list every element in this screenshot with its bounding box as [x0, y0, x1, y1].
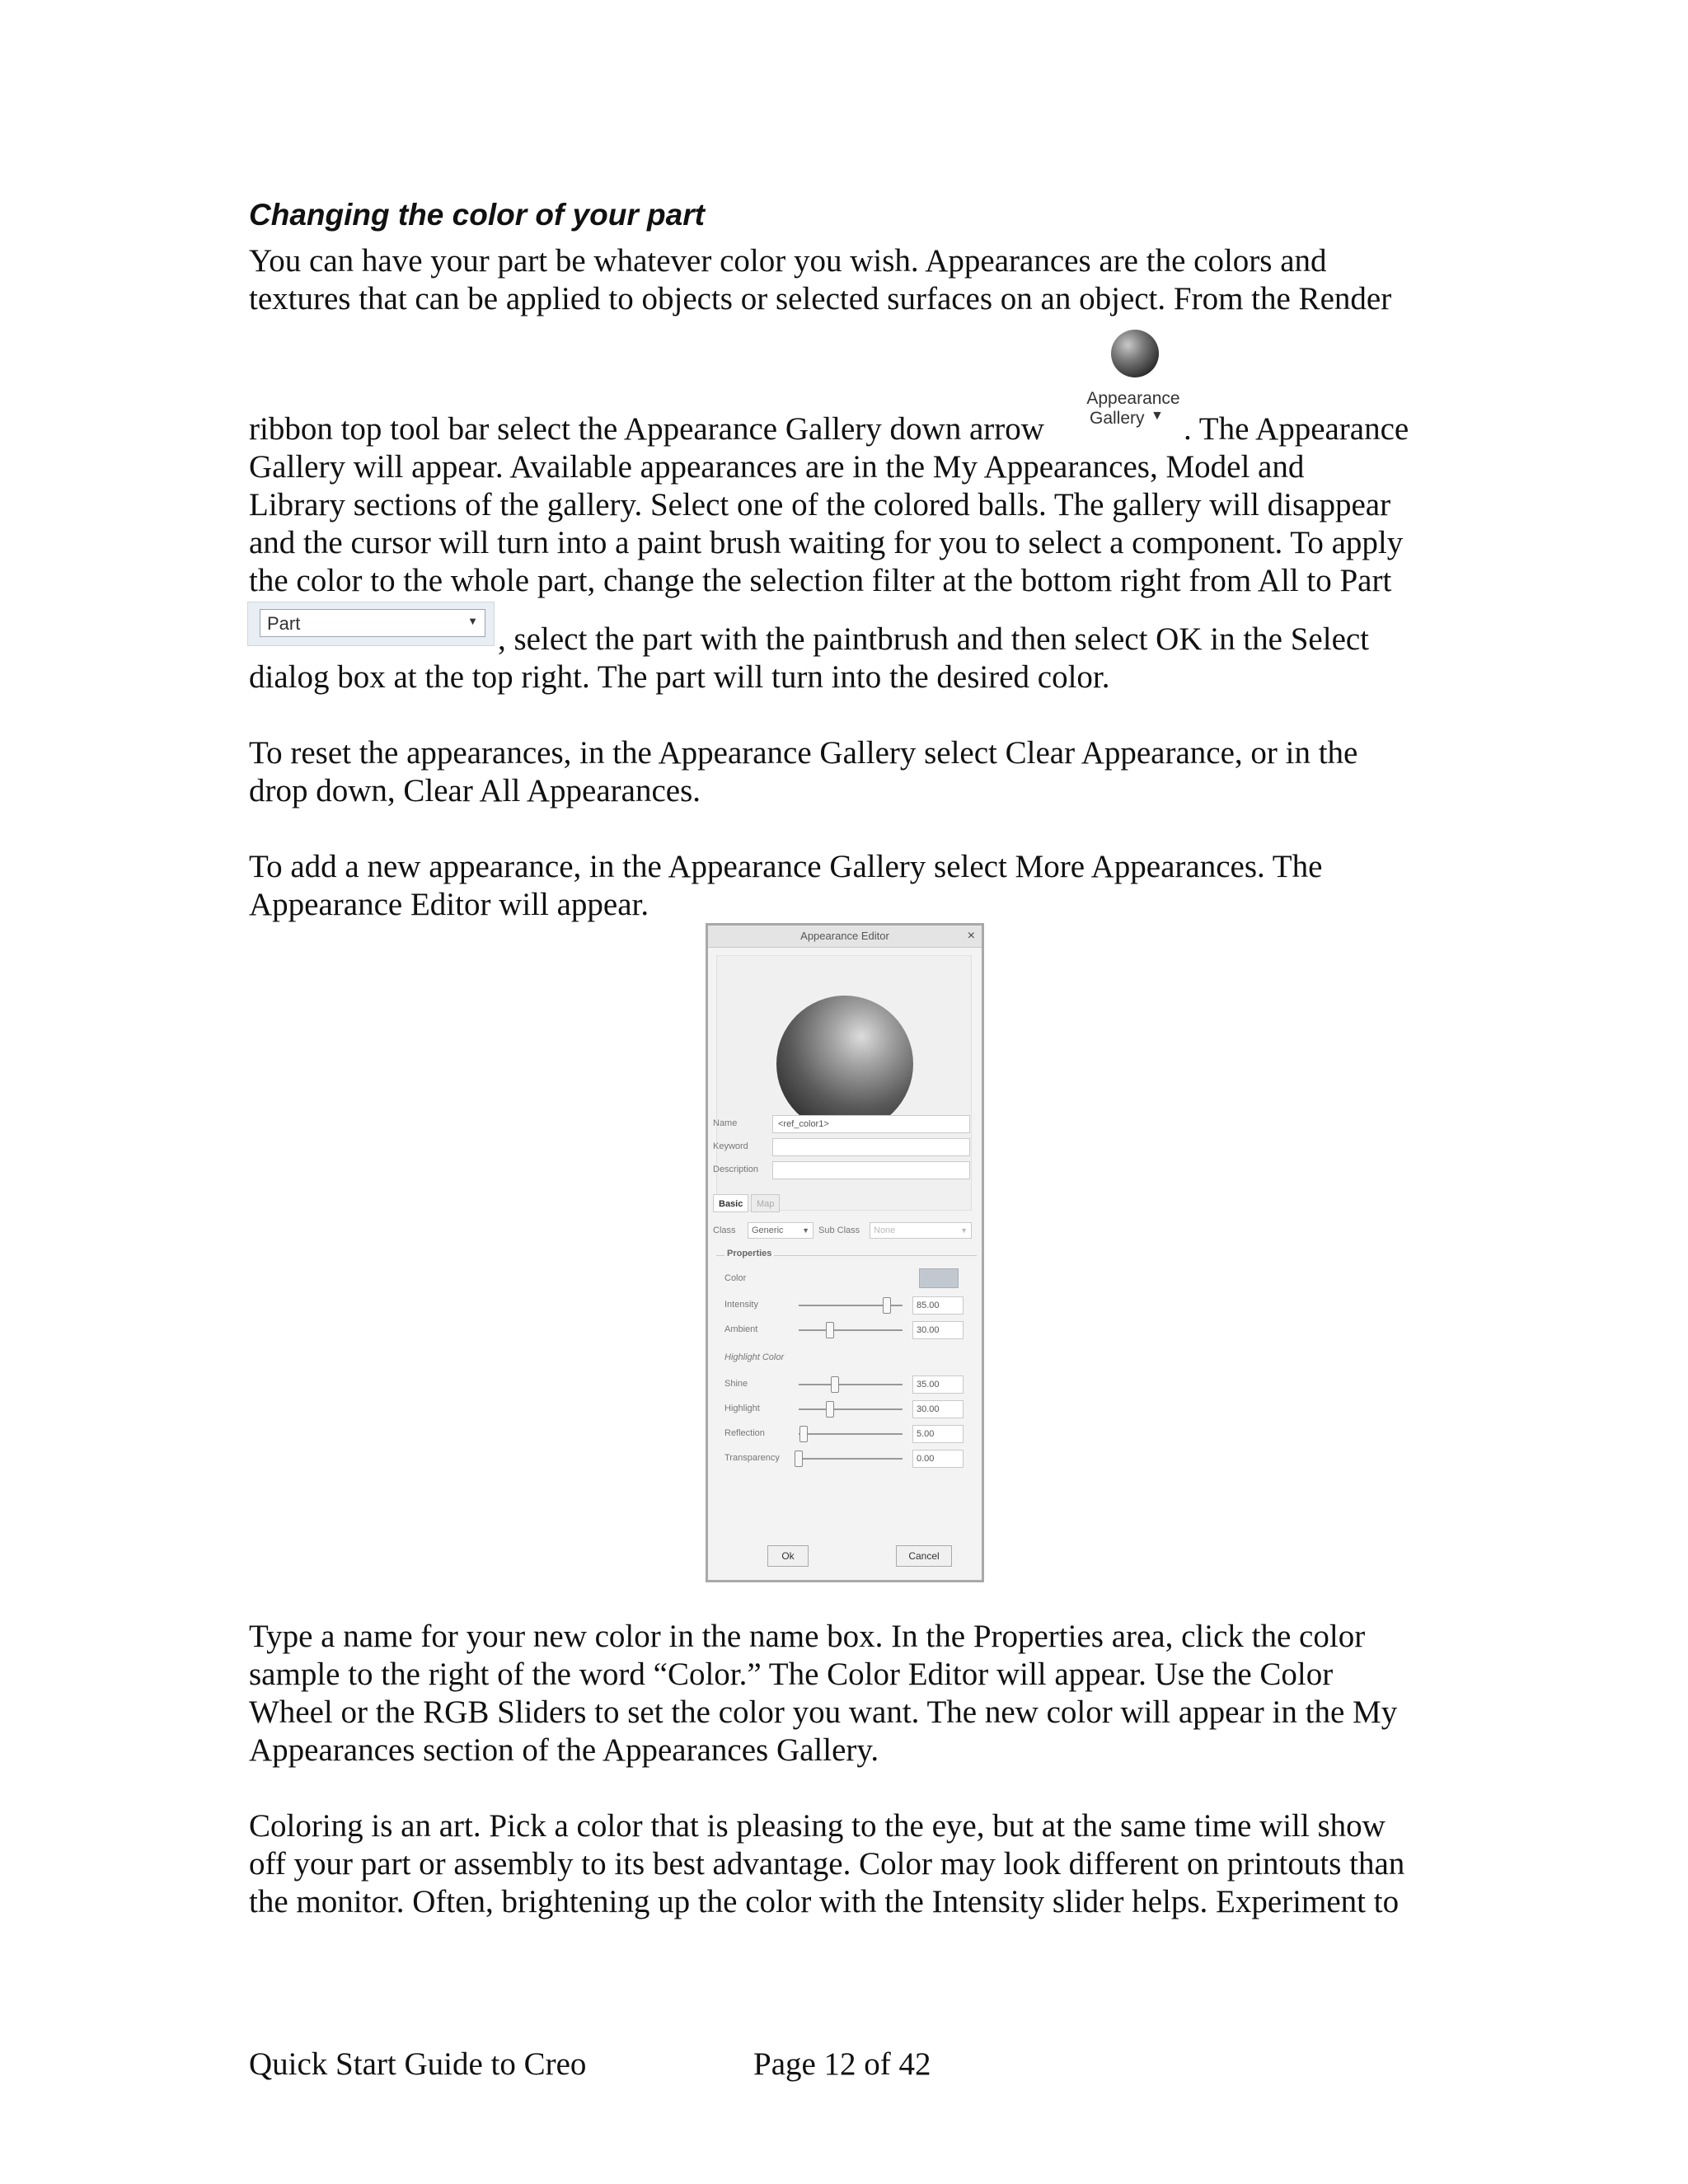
text-line: . The Appearance	[1184, 411, 1409, 447]
selection-filter-value: Part	[267, 613, 301, 634]
text-line: dialog box at the top right. The part will turn into the desired color.	[249, 659, 1110, 695]
text-line: sample to the right of the word “Color.” The Color Editor will appear. Use the Color	[249, 1657, 1334, 1692]
text-line: drop down, Clear All Appearances.	[249, 773, 701, 808]
slider-value-field: 85.00	[912, 1296, 964, 1315]
subclass-dropdown	[870, 1222, 972, 1239]
subclass-value: None	[874, 1226, 896, 1235]
close-icon: ×	[967, 929, 975, 943]
dialog-title: Appearance Editor	[708, 926, 982, 948]
text-line: textures that can be applied to objects or selected surfaces on an object. From the Render	[249, 281, 1392, 316]
color-swatch	[919, 1268, 959, 1288]
slider-track	[799, 1433, 903, 1435]
slider-value-field: 30.00	[912, 1400, 964, 1418]
slider-label: Ambient	[724, 1324, 758, 1334]
text-line: Gallery will appear. Available appearances are in the My Appearances, Model and	[249, 449, 1305, 485]
text-line: To reset the appearances, in the Appearance Gallery select Clear Appearance, or in the	[249, 735, 1358, 771]
chevron-down-icon: ▼	[1151, 409, 1164, 423]
slider-label: Reflection	[724, 1428, 765, 1438]
tab-basic: Basic	[713, 1194, 748, 1212]
name-field: <ref_color1>	[772, 1115, 970, 1133]
chevron-down-icon: ▼	[802, 1226, 809, 1235]
subclass-label: Sub Class	[818, 1226, 860, 1235]
slider-thumb	[799, 1426, 808, 1442]
tab-map: Map	[751, 1194, 780, 1212]
slider-value-field: 5.00	[912, 1425, 964, 1443]
gallery-icon-label: Gallery	[1090, 409, 1145, 428]
text-line: Type a name for your new color in the name box. In the Properties area, click the color	[249, 1619, 1366, 1654]
slider-track	[799, 1329, 903, 1331]
keyword-field	[772, 1138, 970, 1156]
chevron-down-icon: ▼	[467, 615, 478, 627]
color-label: Color	[724, 1273, 747, 1283]
text-line: You can have your part be whatever color you wish. Appearances are the colors and	[249, 243, 1327, 279]
selection-filter-dropdown	[260, 609, 485, 637]
text-line: Wheel or the RGB Sliders to set the color you want. The new color will appear in the My	[249, 1694, 1398, 1730]
ok-button: Ok	[767, 1545, 809, 1567]
slider-thumb	[826, 1401, 834, 1418]
text-line: Library sections of the gallery. Select one of the colored balls. The gallery will disappear	[249, 487, 1391, 523]
text-line: Appearances section of the Appearances Gallery.	[249, 1732, 879, 1768]
text-line: Coloring is an art. Pick a color that is pleasing to the eye, but at the same time will show	[249, 1808, 1386, 1844]
text-line: off your part or assembly to its best advantage. Color may look different on printouts than	[249, 1846, 1405, 1882]
slider-thumb	[831, 1376, 839, 1393]
slider-label: Shine	[724, 1379, 748, 1389]
text-line: and the cursor will turn into a paint brush waiting for you to select a component. To apply	[249, 525, 1404, 560]
sphere-icon	[776, 996, 913, 1132]
slider-thumb	[826, 1322, 834, 1338]
text-line: the monitor. Often, brightening up the color with the Intensity slider helps. Experiment to	[249, 1884, 1400, 1919]
keyword-label: Keyword	[713, 1141, 748, 1151]
selection-filter-image	[247, 602, 495, 646]
chevron-down-icon: ▼	[960, 1226, 968, 1235]
sphere-icon	[1111, 330, 1159, 377]
slider-thumb	[795, 1451, 803, 1467]
text-line: , select the part with the paintbrush and then select OK in the Select	[498, 621, 1370, 657]
text-line: ribbon top tool bar select the Appearance Gallery down arrow	[249, 411, 1044, 447]
footer-title: Quick Start Guide to Creo	[249, 2046, 587, 2082]
slider-label: Transparency	[724, 1453, 780, 1463]
slider-value-field: 30.00	[912, 1321, 964, 1339]
class-dropdown	[748, 1222, 814, 1239]
class-value: Generic	[752, 1226, 784, 1235]
name-label: Name	[713, 1118, 738, 1128]
slider-track	[799, 1408, 903, 1410]
cancel-button: Cancel	[896, 1545, 952, 1567]
footer-page-number: Page 12 of 42	[753, 2046, 931, 2082]
slider-label: Highlight	[724, 1404, 760, 1413]
highlight-color-label: Highlight Color	[724, 1352, 785, 1362]
description-field	[772, 1161, 970, 1179]
gallery-icon-label: Appearance	[1086, 389, 1180, 408]
appearance-gallery-icon	[1080, 326, 1187, 435]
text-line: the color to the whole part, change the selection filter at the bottom right from All to Part	[249, 563, 1392, 598]
slider-track	[799, 1458, 903, 1460]
class-label: Class	[713, 1226, 736, 1235]
slider-value-field: 35.00	[912, 1376, 964, 1394]
slider-track	[799, 1384, 903, 1385]
section-heading: Changing the color of your part	[249, 198, 705, 232]
text-line: Appearance Editor will appear.	[249, 887, 649, 922]
text-line: To add a new appearance, in the Appearance Gallery select More Appearances. The	[249, 849, 1323, 884]
appearance-editor-dialog	[706, 923, 984, 1582]
description-label: Description	[713, 1165, 759, 1174]
properties-label: Properties	[724, 1249, 774, 1258]
slider-thumb	[883, 1297, 891, 1314]
slider-value-field: 0.00	[912, 1450, 964, 1468]
slider-label: Intensity	[724, 1300, 758, 1310]
